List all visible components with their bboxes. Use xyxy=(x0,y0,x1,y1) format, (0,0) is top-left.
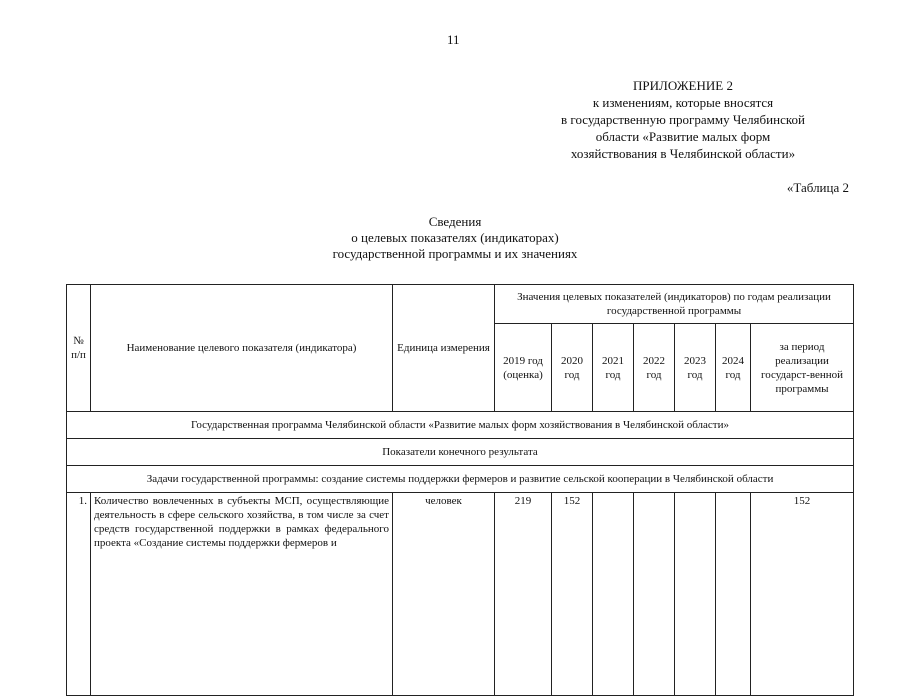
appendix-line: хозяйствования в Челябинской области» xyxy=(570,146,796,161)
header-num: № п/п xyxy=(67,285,91,412)
header-year-2020: 2020 год xyxy=(552,324,593,412)
indicators-table xyxy=(66,284,854,696)
row-unit: человек xyxy=(393,493,495,696)
row-value-2019: 219 xyxy=(495,493,552,696)
row-value-2021 xyxy=(593,493,634,696)
table-row xyxy=(67,493,854,696)
header-year-2023: 2023 год xyxy=(675,324,716,412)
document-title-line: о целевых показателях (индикаторах) xyxy=(351,230,559,245)
document-title-line: Сведения xyxy=(428,214,482,229)
document-title-line: государственной программы и их значениях xyxy=(332,246,578,261)
header-unit: Единица измерения xyxy=(393,285,495,412)
header-year-2019: 2019 год (оценка) xyxy=(495,324,552,412)
appendix-title: ПРИЛОЖЕНИЕ 2 xyxy=(633,78,733,93)
row-value-2024 xyxy=(716,493,751,696)
row-value-2022 xyxy=(634,493,675,696)
appendix-header xyxy=(533,77,833,162)
appendix-line: в государственную программу Челябинской xyxy=(561,112,805,127)
row-name: Количество вовлеченных в субъекты МСП, осуществляющие деятельность в сфере сельского хозяйства, в том числе за счет средств государственной поддержки в рамках федерального проекта «Создание системы поддержки фермеров и xyxy=(91,493,393,696)
header-year-2022: 2022 год xyxy=(634,324,675,412)
document-title xyxy=(290,214,620,262)
section-row: Показатели конечного результата xyxy=(67,439,854,466)
header-year-2021: 2021 год xyxy=(593,324,634,412)
program-row: Государственная программа Челябинской области «Развитие малых форм хозяйствования в Челябинской области» xyxy=(67,412,854,439)
row-num: 1. xyxy=(67,493,91,696)
appendix-line: к изменениям, которые вносятся xyxy=(592,95,774,110)
page-number: 11 xyxy=(447,32,460,47)
appendix-line: области «Развитие малых форм xyxy=(595,129,771,144)
row-value-2023 xyxy=(675,493,716,696)
table-reference: «Таблица 2 xyxy=(786,180,849,195)
header-values-group: Значения целевых показателей (индикаторов) по годам реализации государственной программы xyxy=(495,285,854,324)
row-value-2020: 152 xyxy=(552,493,593,696)
row-value-period: 152 xyxy=(751,493,854,696)
header-year-2024: 2024 год xyxy=(716,324,751,412)
header-period: за период реализации государст-венной программы xyxy=(751,324,854,412)
header-name: Наименование целевого показателя (индикатора) xyxy=(91,285,393,412)
tasks-row: Задачи государственной программы: создание системы поддержки фермеров и развитие сельской кооперации в Челябинской области xyxy=(67,466,854,493)
